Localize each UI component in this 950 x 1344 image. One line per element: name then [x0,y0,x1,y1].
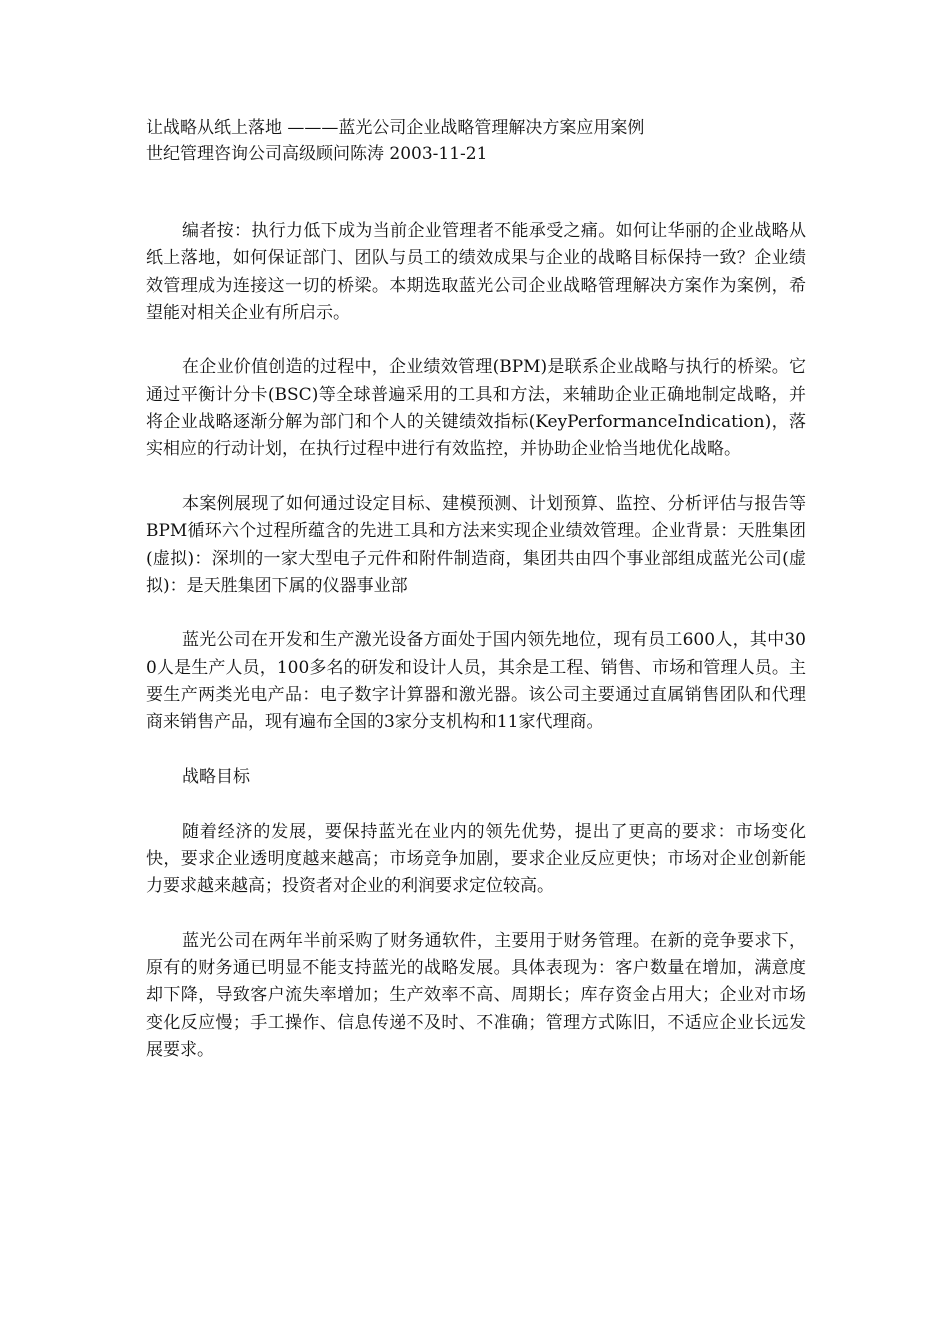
body-paragraph: 随着经济的发展，要保持蓝光在业内的领先优势，提出了更高的要求：市场变化快，要求企业透明度越来越高；市场竞争加剧，要求企业反应更快；市场对企业创新能力要求越来越高；投资者对企业的利润要求定位较高。 [146,821,806,897]
editor-note-paragraph: 编者按：执行力低下成为当前企业管理者不能承受之痛。如何让华丽的企业战略从纸上落地，如何保证部门、团队与员工的绩效成果与企业的战略目标保持一致？企业绩效管理成为连接这一切的桥梁。本期选取蓝光公司企业战略管理解决方案作为案例，希望能对相关企业有所启示。 [146,221,806,323]
section-heading: 战略目标 [182,766,250,787]
body-paragraph: 在企业价值创造的过程中，企业绩效管理(BPM)是联系企业战略与执行的桥梁。它通过平衡计分卡(BSC)等全球普遍采用的工具和方法，来辅助企业正确地制定战略，并将企业战略逐渐分解为部门和个人的关键绩效指标(KeyPerformanceIndication)，落实相应的行动计划，在执行过程中进行有效监控，并协助企业恰当地优化战略。 [146,357,806,460]
document-body [146,218,806,1092]
body-paragraph: 蓝光公司在开发和生产激光设备方面处于国内领先地位，现有员工600人，其中300人是生产人员，100多名的研发和设计人员，其余是工程、销售、市场和管理人员。主要生产两类光电产品：电子数字计算器和激光器。该公司主要通过直属销售团队和代理商来销售产品，现有遍布全国的3家分支机构和11家代理商。 [146,630,806,733]
body-paragraph: 蓝光公司在两年半前采购了财务通软件，主要用于财务管理。在新的竞争要求下，原有的财务通已明显不能支持蓝光的战略发展。具体表现为：客户数量在增加，满意度却下降，导致客户流失率增加；生产效率不高、周期长；库存资金占用大；企业对市场变化反应慢；手工操作、信息传递不及时、不准确；管理方式陈旧，不适应企业长远发展要求。 [146,930,806,1060]
document-title: 让战略从纸上落地 ———蓝光公司企业战略管理解决方案应用案例 [146,118,645,138]
body-paragraph: 本案例展现了如何通过设定目标、建模预测、计划预算、监控、分析评估与报告等BPM循环六个过程所蕴含的先进工具和方法来实现企业绩效管理。企业背景：天胜集团(虚拟)：深圳的一家大型电子元件和附件制造商，集团共由四个事业部组成蓝光公司(虚拟)：是天胜集团下属的仪器事业部 [146,493,806,596]
document-byline: 世纪管理咨询公司高级顾问陈涛 2003-11-21 [146,144,488,164]
document-header [146,115,826,167]
